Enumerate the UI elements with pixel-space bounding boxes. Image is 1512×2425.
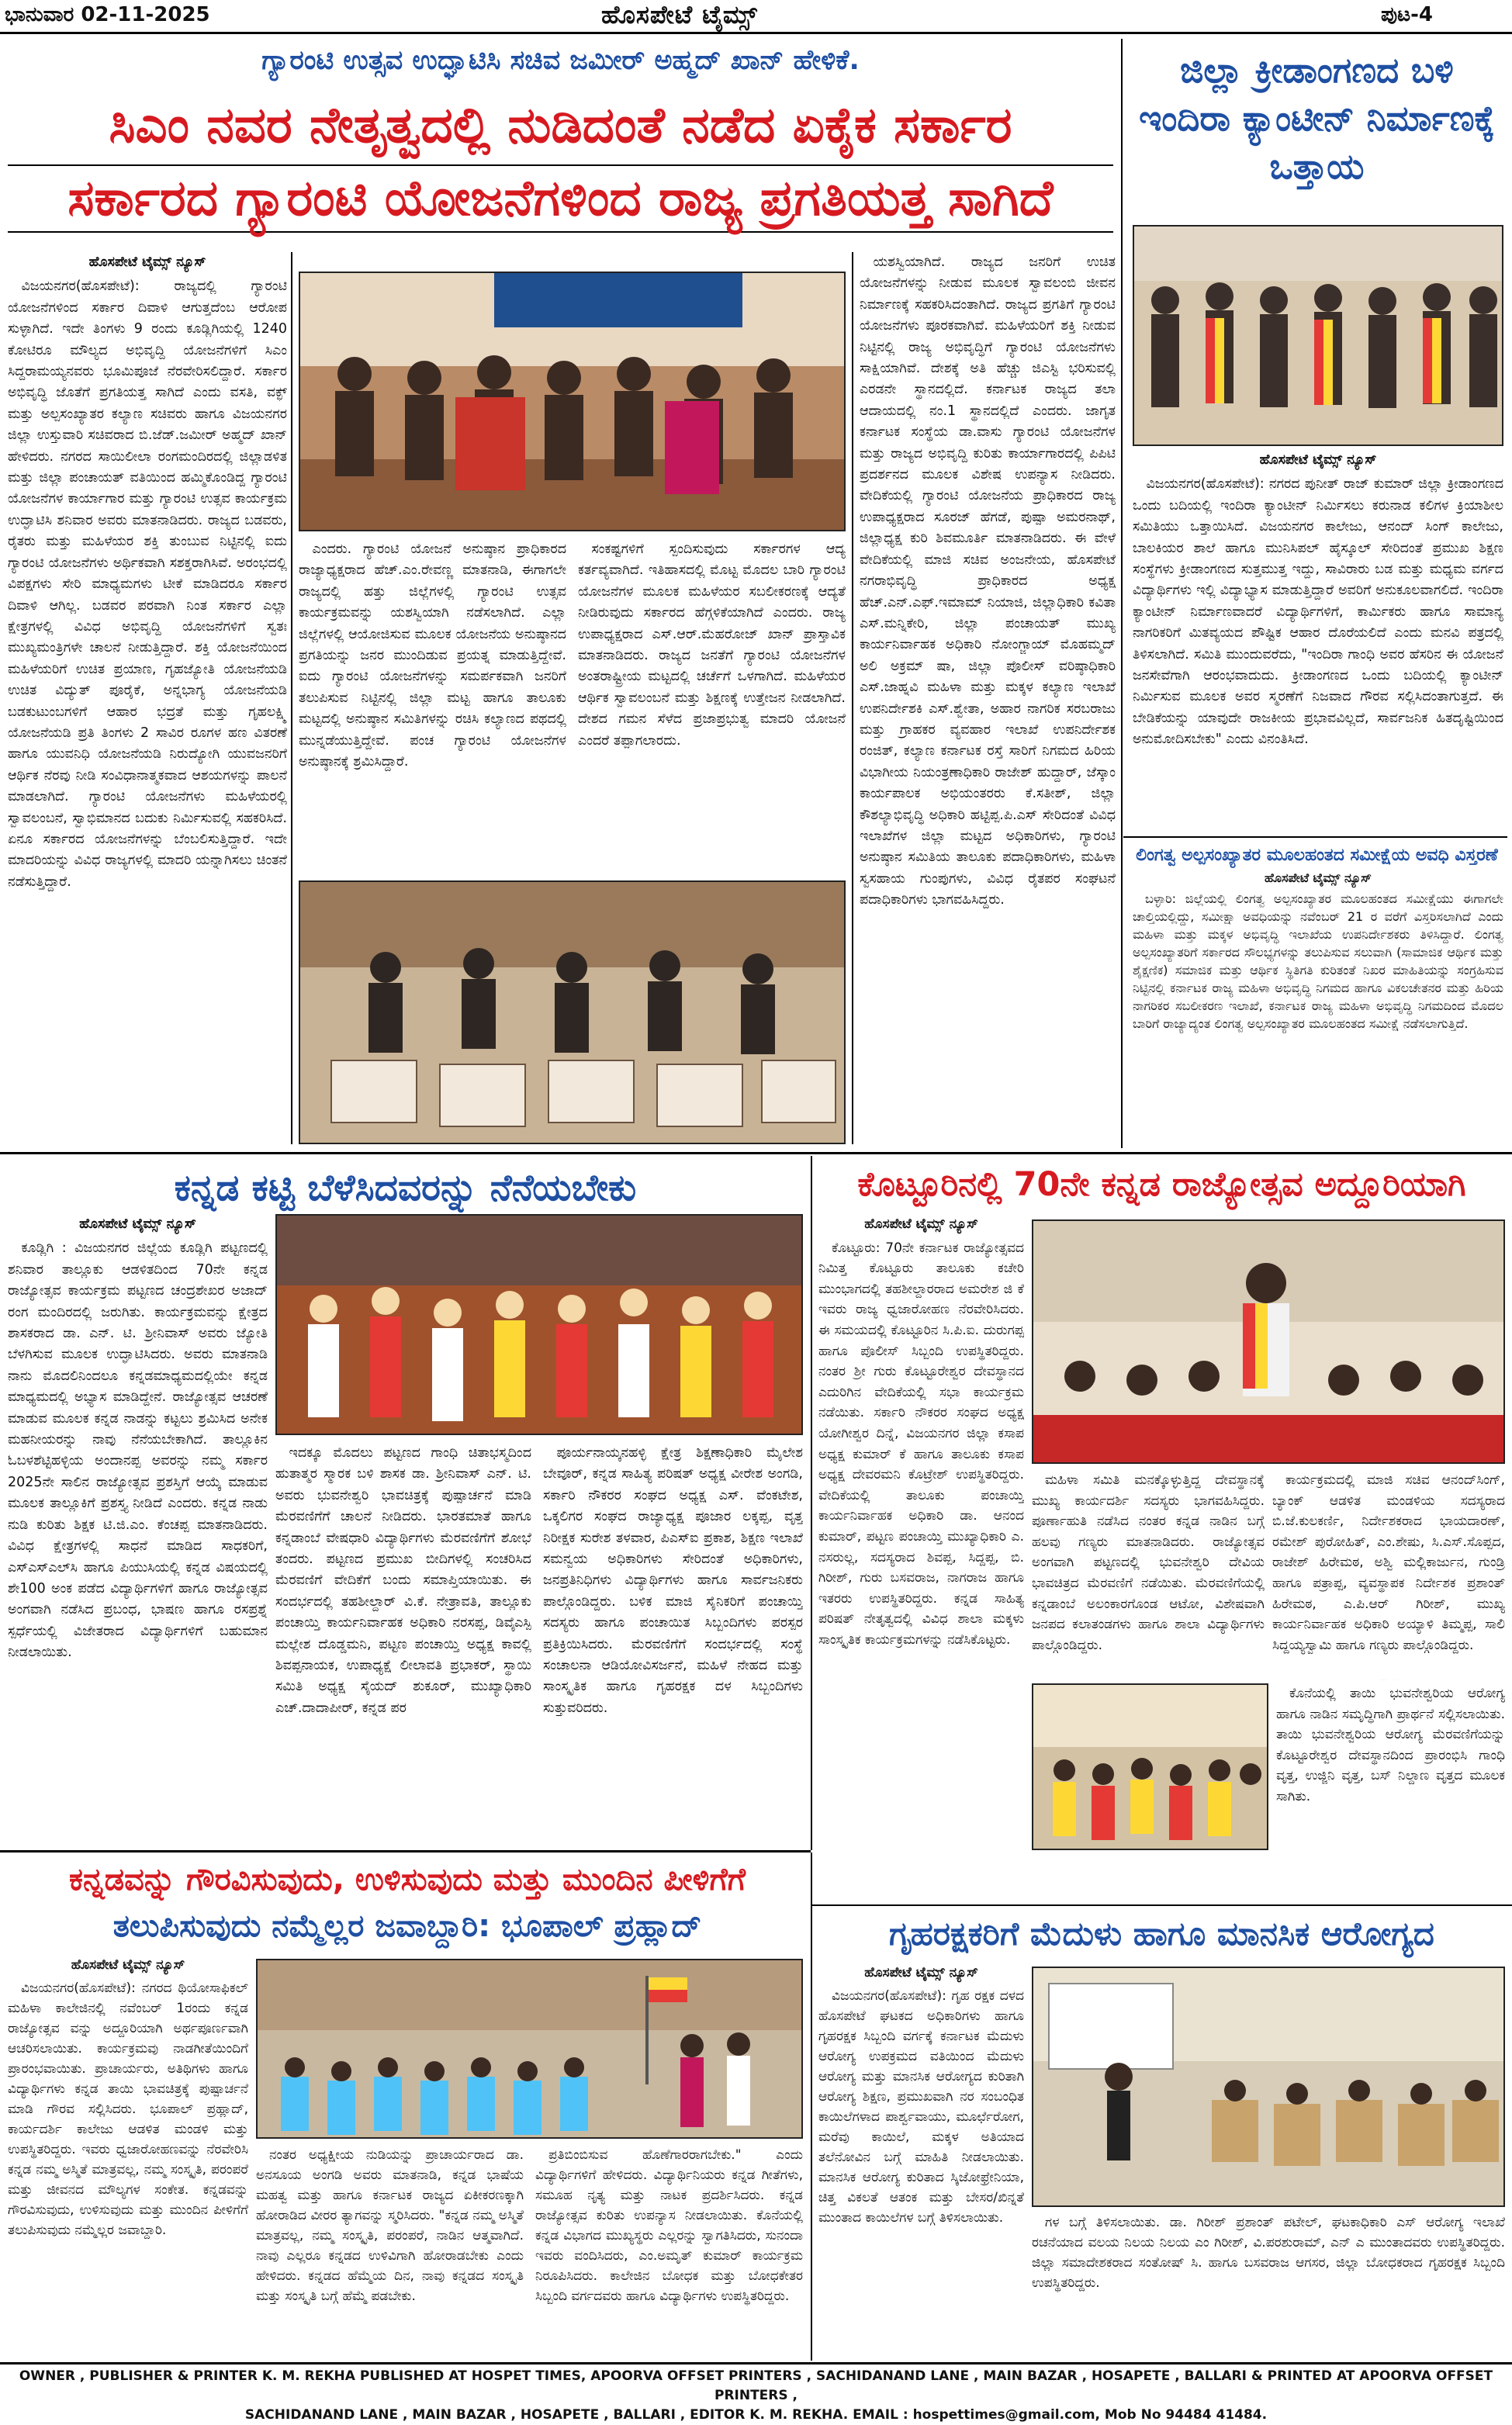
article5-col2-text: ಮಹಿಳಾ ಸಮಿತಿ ಮನಕ್ಕೊಳ್ಳುತ್ತಿದ್ದ ದೇವಸ್ಥಾನಕ್ಕೆ ಮುಖ್ಯ ಕಾರ್ಯದರ್ಶಿ ಸದಸ್ಯರು ಭಾಗವಹಿಸಿದ್ದರು. ಪೂರ್ಣಾಹುತಿ ನಡೆಸಿದ ನಂತರ ಕನ್ನಡ ನಾಡಿನ ಬಗ್ಗೆ ಹಲವು ಗಣ್ಯರು ಮಾತನಾಡಿದರು. ರಾಜ್ಯೋತ್ಸವ ಅಂಗವಾಗಿ ಪಟ್ಟಣದಲ್ಲಿ ಭುವನೇಶ್ವರಿ ದೇವಿಯ ಭಾವಚಿತ್ರದ ಮೆರವಣಿಗೆ ನಡೆಯಿತು. ಮೆರವಣಿಗೆಯಲ್ಲಿ ಕನ್ನಡಾಂಬೆ ಅಲಂಕಾರಗೊಂಡ ಆಟೋ, ವಿಶೇಷವಾಗಿ ಜನಪದ ಕಲಾತಂಡಗಳು ಹಾಗೂ ಶಾಲಾ ವಿದ್ಯಾರ್ಥಿಗಳು ಪಾಲ್ಗೊಂಡಿದ್ದರು.: [1032, 1472, 1265, 1653]
article4-col3-text: ಪೂರ್ಯನಾಯ್ಕನಹಳ್ಳಿ ಕ್ಷೇತ್ರ ಶಿಕ್ಷಣಾಧಿಕಾರಿ ಮೈಲೇಶ ಬೇವೂರ್, ಕನ್ನಡ ಸಾಹಿತ್ಯ ಪರಿಷತ್ ಅಧ್ಯಕ್ಷ ವೀರೇಶ ಅಂಗಡಿ, ಸರ್ಕಾರಿ ನೌಕರರ ಸಂಘದ ಅಧ್ಯಕ್ಷ ಎಸ್. ವೆಂಕಟೇಶ, ಒಕ್ಕಲಿಗರ ಸಂಘದ ರಾಜ್ಯಾಧ್ಯಕ್ಷ ಪೂಜಾರ ಲಕ್ಕಪ್ಪ, ವೃತ್ತ ನಿರೀಕ್ಷಕ ಸುರೇಶ ತಳವಾರ, ಪಿಎಸ್‌ಐ ಪ್ರಕಾಶ, ಶಿಕ್ಷಣ ಇಲಾಖೆ ಸಮನ್ವಯ ಅಧಿಕಾರಿಗಳು ಸೇರಿದಂತೆ ಅಧಿಕಾರಿಗಳು, ಜನಪ್ರತಿನಿಧಿಗಳು ವಿದ್ಯಾರ್ಥಿಗಳು ಹಾಗೂ ಸಾರ್ವಜನಿಕರು ಪಾಲ್ಗೊಂಡಿದ್ದರು. ಬಳಿಕ ಮಾಜಿ ಸೈನಿಕರಿಗೆ ಪಂಚಾಯ್ತಿ ಸದಸ್ಯರು ಹಾಗೂ ಪಂಚಾಯಿತ ಸಿಬ್ಬಂದಿಗಳು ಪರಸ್ಪರ ಪ್ರತಿಕ್ರಿಯಿಸಿದರು. ಮೆರವಣಿಗೆಗೆ ಸಂದರ್ಭದಲ್ಲಿ ಸಂಸ್ಥೆ ಸಂಚಾಲನಾ ಆಡಿಯೋವಿಸರ್ಜನೆ, ಮಹಿಳೆ ನೇಹದ ಮತ್ತು ಸಾಂಸ್ಕೃತಿಕ ಹಾಗೂ ಗೃಹರಕ್ಷಕ ದಳ ಸಿಬ್ಬಂದಿಗಳು ಸುತ್ತುವರಿದರು.: [543, 1445, 803, 1716]
article8-col1: [818, 1963, 1024, 2358]
article8-col2-text: ಗಳ ಬಗ್ಗೆ ತಿಳಿಸಲಾಯಿತು. ಡಾ. ಗಿರೀಶ್ ಪ್ರಶಾಂತ್ ಪಟೇಲ್, ಘಟಕಾಧಿಕಾರಿ ಎಸ್ ಆರೋಗ್ಯ ಇಲಾಖೆ ರಚನೆಯಾದ ವಲಯ ನಿಲಯ ನಿಲಯ ಎಂ ಗಿರೀಶ್, ವಿ.ಪರಶುರಾಮ್, ಎನ್ ಎ ಮುಂತಾದವರು ಉಪಸ್ಥಿತರಿದ್ದರು. ಜಿಲ್ಲಾ ಸಮಾದೇಶಕರಾದ ಸಂತೋಷ್ ಸಿ. ಹಾಗೂ ಬಸವರಾಜ ಆಗಸರ, ಜಿಲ್ಲಾ ಬೋಧಕರಾದ ಗೃಹರಕ್ಷಕ ಸಿಬ್ಬಂದಿ ಉಪಸ್ಥಿತರಿದ್ದರು.: [1032, 2215, 1505, 2291]
article7-col2-text: ನಂತರ ಅಧ್ಯಕ್ಷೀಯ ನುಡಿಯನ್ನು ಪ್ರಾಚಾರ್ಯರಾದ ಡಾ. ಅನಸೂಯ ಅಂಗಡಿ ಅವರು ಮಾತನಾಡಿ, ಕನ್ನಡ ಭಾಷೆಯ ಮಹತ್ವ ಮತ್ತು ಹಾಗೂ ಕರ್ನಾಟಕ ರಾಜ್ಯದ ಏಕೀಕರಣಕ್ಕಾಗಿ ಹೋರಾಡಿದ ವೀರರ ತ್ಯಾಗವನ್ನು ಸ್ಮರಿಸಿದರು. "ಕನ್ನಡ ನಮ್ಮ ಅಸ್ಮಿತೆ ಮಾತ್ರವಲ್ಲ, ನಮ್ಮ ಸಂಸ್ಕೃತಿ, ಪರಂಪರೆ, ನಾಡಿನ ಆತ್ಮವಾಗಿದೆ. ನಾವು ಎಲ್ಲರೂ ಕನ್ನಡದ ಉಳಿವಿಗಾಗಿ ಹೋರಾಡಬೇಕು ಎಂದು ಹೇಳಿದರು. ಕನ್ನಡದ ಹೆಮ್ಮೆಯ ದಿನ, ನಾವು ಕನ್ನಡದ ಸಂಸ್ಕೃತಿ ಮತ್ತು ಸಂಸ್ಕೃತಿ ಬಗ್ಗೆ ಹೆಮ್ಮೆ ಪಡಬೇಕು.: [256, 2147, 524, 2304]
article4-col1: [8, 1214, 268, 1846]
memorandum-photo-icon: [1134, 227, 1503, 446]
article1-kicker: ಗ್ಯಾರಂಟಿ ಉತ್ಸವ ಉದ್ಘಾಟಿಸಿ ಸಚಿವ ಜಮೀರ್ ಅಹ್ಮದ್ ಖಾನ್ ಹೇಳಿಕೆ.: [261, 45, 860, 76]
article1-photo1: [299, 272, 846, 531]
newspaper-name: ಹೊಸಪೇಟೆ ಟೈಮ್ಸ್: [601, 0, 758, 29]
article2-headline: ಜಿಲ್ಲಾ ಕ್ರೀಡಾಂಗಣದ ಬಳಿ ಇಂದಿರಾ ಕ್ಯಾಂಟೀನ್ ನಿರ್ಮಾಣಕ್ಕೆ ಒತ್ತಾಯ: [1139, 50, 1495, 187]
imprint-line1: OWNER , PUBLISHER & PRINTER K. M. REKHA PUBLISHED AT HOSPET TIMES, APOORVA OFFSET PRINTERS , SACHIDANAND LANE , MAIN BAZAR , HOSAPETE , BALLARI & PRINTED AT APOORVA OFFSET PRINTERS ,: [19, 2368, 1493, 2403]
article6-body-text: ಕಾರ್ಯಕ್ರಮದಲ್ಲಿ ಮಾಜಿ ಸಚಿವ ಆನಂದ್‌ಸಿಂಗ್, ಬ್ಯಾಂಕ್ ಆಡಳಿತ ಮಂಡಳಿಯ ಸದಸ್ಯರಾದ ಬಿ.ಜೆ.ಕುಲಕರ್ಣಿ, ನಿರ್ದೇಶಕರಾದ ಭಾಯದಾರಣ್, ರಮೇಶ್ ಪುರೋಹಿತ್, ಎಂ.ಶೇಷು, ಸಿ.ಎಸ್.ಸೊಪ್ಪದ, ರಾಜೇಶ್ ಹಿರೇಮಠ, ಅಶ್ವಿ ಮಲ್ಲಿಕಾರ್ಜುನ, ಗುಂಡ್ರಿ ಹಾಗೂ ಪತ್ರಾಪ್ಪ, ವ್ಯವಸ್ಥಾಪಕ ನಿರ್ದೇಶಕ ಪ್ರಶಾಂತ್ ಹಿರೇಮಠ, ಎ.ಪಿ.ಆರ್ ಗಿರೀಶ್, ಮುಖ್ಯ ಕಾರ್ಯನಿರ್ವಾಹಕ ಅಧಿಕಾರಿ ಅಯ್ಯಾಳಿ ತಿಮ್ಮಪ್ಪ, ಸಾಲಿ ಸಿದ್ದಯ್ಯಸ್ವಾಮಿ ಹಾಗೂ ಗಣ್ಯರು ಪಾಲ್ಗೊಂಡಿದ್ದರು.: [1272, 1472, 1505, 1653]
article1-col1: [8, 252, 287, 1148]
article5-col1-text: ಕೊಟ್ಟೂರು: 70ನೇ ಕರ್ನಾಟಕ ರಾಜ್ಯೋತ್ಸವದ ನಿಮಿತ್ತ ಕೊಟ್ಟೂರು ತಾಲೂಕು ಕಚೇರಿ ಮುಂಭಾಗದಲ್ಲಿ ತಹಶೀಲ್ದಾರರಾದ ಅಮರೇಶ ಜಿ ಕೆ ಇವರು ರಾಜ್ಯ ಧ್ವಜಾರೋಹಣ ನೆರವೇರಿಸಿದರು. ಈ ಸಮಯದಲ್ಲಿ ಕೊಟ್ಟೂರಿನ ಸಿ.ಪಿ.ಐ. ದುರುಗಪ್ಪ ಹಾಗೂ ಪೊಲೀಸ್ ಸಿಬ್ಬಂದಿ ಉಪಸ್ಥಿತರಿದ್ದರು. ನಂತರ ಶ್ರೀ ಗುರು ಕೊಟ್ಟೂರೇಶ್ವರ ದೇವಸ್ಥಾನದ ಎದುರಿಗಿನ ವೇದಿಕೆಯಲ್ಲಿ ಸಭಾ ಕಾರ್ಯಕ್ರಮ ನಡೆಯಿತು. ಸರ್ಕಾರಿ ನೌಕರರ ಸಂಘದ ಅಧ್ಯಕ್ಷ ಯೋಗೀಶ್ವರ ದಿನ್ನೆ, ವಿಜಯನಗರ ಜಿಲ್ಲಾ ಕಸಾಪ ಅಧ್ಯಕ್ಷ ಕುಮಾರ್ ಕೆ ಹಾಗೂ ತಾಲೂಕು ಕಸಾಪ ಅಧ್ಯಕ್ಷ ದೇವರಮನಿ ಕೊಟ್ರೇಶ್ ಉಪಸ್ಥಿತರಿದ್ದರು. ವೇದಿಕೆಯಲ್ಲಿ ತಾಲೂಕು ಪಂಚಾಯ್ತಿ ಕಾರ್ಯನಿರ್ವಾಹಕ ಅಧಿಕಾರಿ ಡಾ. ಆನಂದ ಕುಮಾರ್, ಪಟ್ಟಣ ಪಂಚಾಯ್ತಿ ಮುಖ್ಯಾಧಿಕಾರಿ ಎ. ನಸರುಲ್ಲ, ಸದಸ್ಯರಾದ ಶಿವಪ್ಪ, ಸಿದ್ದಪ್ಪ, ಬಿ. ಗಿರೀಶ್, ಗುರು ಬಸವರಾಜ, ನಾಗರಾಜ ಹಾಗೂ ಇತರರು ಉಪಸ್ಥಿತರಿದ್ದರು. ಕನ್ನಡ ಸಾಹಿತ್ಯ ಪರಿಷತ್ ನೇತೃತ್ವದಲ್ಲಿ ವಿವಿಧ ಶಾಲಾ ಮಕ್ಕಳು ಸಾಂಸ್ಕೃತಿಕ ಕಾರ್ಯಕ್ರಮಗಳನ್ನು ನಡೆಸಿಕೊಟ್ಟರು.: [818, 1240, 1024, 1648]
page-number: ಪುಟ-4: [1381, 3, 1434, 26]
article4-byline: ಹೊಸಪೇಟೆ ಟೈಮ್ಸ್ ನ್ಯೂಸ್: [79, 1216, 196, 1232]
kottur-procession-photo-icon: [1033, 1685, 1268, 1850]
section-rule: [0, 1850, 811, 1852]
college-flag-hoisting-photo-icon: [258, 1960, 803, 2139]
article5-photo1: [1032, 1219, 1505, 1464]
imprint-line2: SACHIDANAND LANE , MAIN BAZAR , HOSAPETE , BALLARI , EDITOR K. M. REKHA. EMAIL : hospettimes@gmail.com, Mob No 94484 41484.: [244, 2407, 1268, 2423]
article4-headline: ಕನ್ನಡ ಕಟ್ಟಿ ಬೆಳೆಸಿದವರನ್ನು ನೆನೆಯಬೇಕು: [174, 1167, 637, 1209]
article4-col2-text: ಇದಕ್ಕೂ ಮೊದಲು ಪಟ್ಟಣದ ಗಾಂಧಿ ಚಿತಾಭಸ್ಮದಿಂದ ಹುತಾತ್ಮರ ಸ್ಮಾರಕ ಬಳಿ ಶಾಸಕ ಡಾ. ಶ್ರೀನಿವಾಸ್ ಎನ್. ಟಿ. ಅವರು ಭುವನೇಶ್ವರಿ ಭಾವಚಿತ್ರಕ್ಕೆ ಪುಷ್ಪಾರ್ಚನೆ ಮಾಡಿ ಮೆರವಣಿಗೆಗೆ ಚಾಲನೆ ನೀಡಿದರು. ಭಾರತಮಾತೆ ಹಾಗೂ ಕನ್ನಡಾಂಬೆ ವೇಷಧಾರಿ ವಿದ್ಯಾರ್ಥಿಗಳು ಮೆರವಣಿಗೆಗೆ ಶೋಭೆ ತಂದರು. ಪಟ್ಟಣದ ಪ್ರಮುಖ ಬೀದಿಗಳಲ್ಲಿ ಸಂಚರಿಸಿದ ಮೆರವಣಿಗೆ ವೇದಿಕೆಗೆ ಬಂದು ಸಮಾಪ್ತಿಯಾಯಿತು. ಈ ಸಂದರ್ಭದಲ್ಲಿ ತಹಶೀಲ್ದಾರ್ ವಿ.ಕೆ. ನೇತ್ರಾವತಿ, ತಾಲ್ಲೂಕು ಪಂಚಾಯ್ತಿ ಕಾರ್ಯನಿರ್ವಾಹಕ ಅಧಿಕಾರಿ ನರಸಪ್ಪ, ಡಿವೈಎಸ್ಪಿ ಮಲ್ಲೇಶ ದೊಡ್ಡಮನಿ, ಪಟ್ಟಣ ಪಂಚಾಯ್ತಿ ಅಧ್ಯಕ್ಷ ಕಾವಲ್ಲಿ ಶಿವಪ್ಪನಾಯಕ, ಉಪಾಧ್ಯಕ್ಷೆ ಲೀಲಾವತಿ ಪ್ರಭಾಕರ್, ಸ್ಥಾಯಿ ಸಮಿತಿ ಅಧ್ಯಕ್ಷ ಸೈಯದ್ ಶುಕೂರ್, ಮುಖ್ಯಾಧಿಕಾರಿ ಎಚ್.ದಾದಾಪೀರ್, ಕನ್ನಡ ಪರ: [275, 1445, 531, 1716]
issue-date: ಭಾನುವಾರ 02-11-2025: [5, 3, 210, 26]
home-guards-workshop-photo-icon: [1033, 1968, 1505, 2207]
article8-col1-text: ವಿಜಯನಗರ(ಹೊಸಪೇಟೆ): ಗೃಹ ರಕ್ಷಕ ದಳದ ಹೊಸಪೇಟೆ ಘಟಕದ ಅಧಿಕಾರಿಗಳು ಹಾಗೂ ಗೃಹರಕ್ಷಕ ಸಿಬ್ಬಂದಿ ವರ್ಗಕ್ಕೆ ಕರ್ನಾಟಕ ಮೆದುಳು ಆರೋಗ್ಯ ಉಪಕ್ರಮದ ವತಿಯಿಂದ ಮೆದುಳು ಆರೋಗ್ಯ ಮತ್ತು ಮಾನಸಿಕ ಆರೋಗ್ಯದ ಕುರಿತಾಗಿ ಆರೋಗ್ಯ ಶಿಕ್ಷಣ, ಪ್ರಮುಖವಾಗಿ ನರ ಸಂಬಂಧಿತ ಕಾಯಿಲೆಗಳಾದ ಪಾರ್ಶ್ವವಾಯು, ಮೂರ್ಛೆರೋಗ, ಮರೆವು ಕಾಯಿಲೆ, ಮಕ್ಕಳ ಅತಿಯಾದ ತಲೆನೋವಿನ ಬಗ್ಗೆ ಮಾಹಿತಿ ನೀಡಲಾಯಿತು. ಮಾನಸಿಕ ಆರೋಗ್ಯ ಕುರಿತಾದ ಸ್ಕಿಜೋಫ್ರೇನಿಯಾ, ಚಿತ್ತ ವಿಕಲತೆ ಆತಂಕ ಮತ್ತು ಬೇಸರ/ಖಿನ್ನತೆ ಮುಂತಾದ ಕಾಯಿಲೆಗಳ ಬಗ್ಗೆ ತಿಳಿಸಲಾಯಿತು.: [818, 1988, 1024, 2226]
article1-photo2: [299, 880, 846, 1144]
article5-col2a: [1032, 1470, 1265, 1676]
article4-col3: [543, 1443, 803, 1846]
article2-body: [1133, 450, 1503, 834]
kottur-speaker-photo-icon: [1033, 1221, 1505, 1464]
article5-col1: [818, 1214, 1024, 1850]
article3-body-text: ಬಳ್ಳಾರಿ: ಜಿಲ್ಲೆಯಲ್ಲಿ ಲಿಂಗತ್ವ ಅಲ್ಪಸಂಖ್ಯಾತರ ಮೂಲಹಂತದ ಸಮೀಕ್ಷೆಯು ಈಗಾಗಲೇ ಚಾಲ್ತಿಯಲ್ಲಿದ್ದು, ಸಮೀಕ್ಷಾ ಅವಧಿಯನ್ನು ನವೆಂಬರ್ 21 ರ ವರೆಗೆ ವಿಸ್ತರಿಸಲಾಗಿದೆ ಎಂದು ಮಹಿಳಾ ಮತ್ತು ಮಕ್ಕಳ ಅಭಿವೃದ್ಧಿ ಇಲಾಖೆಯ ಉಪನಿರ್ದೇಶಕರು ತಿಳಿಸಿದ್ದಾರೆ. ಲಿಂಗತ್ವ ಅಲ್ಪಸಂಖ್ಯಾತರಿಗೆ ಸರ್ಕಾರದ ಸೌಲಭ್ಯಗಳನ್ನು ತಲುಪಿಸುವ ಸಲುವಾಗಿ (ಸಾಮಾಜಿಕ ಆರ್ಥಿಕ ಮತ್ತು ಶೈಕ್ಷಣಿಕ) ಸಮಾಜಿಕ ಮತ್ತು ಆರ್ಥಿಕ ಸ್ಥಿತಿಗತಿ ಕುರಿತಂತೆ ನಿಖರ ಮಾಹಿತಿಯನ್ನು ಸಂಗ್ರಹಿಸುವ ನಿಟ್ಟಿನಲ್ಲಿ ಕರ್ನಾಟಕ ರಾಜ್ಯ ಮಹಿಳಾ ಅಭಿವೃದ್ಧಿ ನಿಗಮದ ಹಾಗೂ ವಿಕಲಚೇತನರ ಮತ್ತು ಹಿರಿಯ ನಾಗರಿಕರ ಸಬಲೀಕರಣ ಇಲಾಖೆ, ಕರ್ನಾಟಕ ರಾಜ್ಯ ಮಹಿಳಾ ಅಭಿವೃದ್ಧಿ ನಿಗಮದಿಂದ ಮೊದಲ ಬಾರಿಗೆ ರಾಜ್ಯಾದ್ಯಂತ ಲಿಂಗತ್ವ ಅಲ್ಪಸಂಖ್ಯಾತರ ಮೂಲಹಂತದ ಸಮೀಕ್ಷೆ ನಡೆಸಲಾಗುತ್ತಿದೆ.: [1133, 891, 1503, 1031]
article5-col3-text: ಕೊನೆಯಲ್ಲಿ ತಾಯಿ ಭುವನೇಶ್ವರಿಯ ಆರೋಗ್ಯ ಹಾಗೂ ನಾಡಿನ ಸಮೃದ್ಧಿಗಾಗಿ ಪ್ರಾರ್ಥನೆ ಸಲ್ಲಿಸಲಾಯಿತು. ತಾಯಿ ಭುವನೇಶ್ವರಿಯ ಆರೋಗ್ಯ ಮೆರವಣಿಗೆಯನ್ನು ಕೊಟ್ಟೂರೇಶ್ವರ ದೇವಸ್ಥಾನದಿಂದ ಪ್ರಾರಂಭಿಸಿ ಗಾಂಧಿ ವೃತ್ತ, ಉಜ್ಜಿನಿ ವೃತ್ತ, ಬಸ್ ನಿಲ್ದಾಣ ವೃತ್ತದ ಮೂಲಕ ಸಾಗಿತು.: [1276, 1686, 1505, 1804]
article1-col1-text: ವಿಜಯನಗರ(ಹೊಸಪೇಟೆ): ರಾಜ್ಯದಲ್ಲಿ ಗ್ಯಾರಂಟಿ ಯೋಜನೆಗಳಿಂದ ಸರ್ಕಾರ ದಿವಾಳಿ ಆಗುತ್ತದೆಂಬ ಆರೋಪ ಸುಳ್ಳಾಗಿದೆ. ಇದೇ ತಿಂಗಳು 9 ರಂದು ಕೂಡ್ಲಿಗಿಯಲ್ಲಿ 1240 ಕೋಟಿರೂ ಮೌಲ್ಯದ ಅಭಿವೃದ್ದಿ ಯೋಜನೆಗಳಿಗೆ ಸಿಎಂ ಸಿದ್ದರಾಮಯ್ಯನವರು ಭೂಮಿಪೂಜೆ ನೆರವೇರಿಸಲಿದ್ದಾರೆ. ಸರ್ಕಾರ ಅಭಿವೃದ್ಧಿ ಜೊತೆಗೆ ಪ್ರಗತಿಯತ್ತ ಸಾಗಿದೆ ಎಂದು ವಸತಿ, ವಕ್ಫ್ ಮತ್ತು ಅಲ್ಪಸಂಖ್ಯಾತರ ಕಲ್ಯಾಣ ಸಚಿವರು ಹಾಗೂ ವಿಜಯನಗರ ಜಿಲ್ಲಾ ಉಸ್ತುವಾರಿ ಸಚಿವರಾದ ಬಿ.ಜೆಡ್.ಜಮೀರ್ ಅಹ್ಮದ್ ಖಾನ್ ಹೇಳಿದರು. ನಗರದ ಸಾಯಿಲೀಲಾ ರಂಗಮಂದಿರದಲ್ಲಿ ಜಿಲ್ಲಾಡಳಿತ ಮತ್ತು ಜಿಲ್ಲಾ ಪಂಚಾಯತ್ ವತಿಯಿಂದ ಹಮ್ಮಿಕೊಂಡಿದ್ದ ಗ್ಯಾರಂಟಿ ಯೋಜನೆಗಳ ಕಾರ್ಯಾಗಾರ ಮತ್ತು ಗ್ಯಾರಂಟಿ ಉತ್ಸವ ಕಾರ್ಯಕ್ರಮ ಉದ್ಘಾಟಿಸಿ ಶನಿವಾರ ಅವರು ಮಾತನಾಡಿದರು. ರಾಜ್ಯದ ಬಡವರು, ರೈತರು ಮತ್ತು ಮಹಿಳೆಯರ ಶಕ್ತಿ ತುಂಬುವ ನಿಟ್ಟಿನಲ್ಲಿ ಐದು ಗ್ಯಾರಂಟಿ ಯೋಜನೆಗಳು ಅರ್ಥಿಕವಾಗಿ ಸಶಕ್ತರಾಗಿಸಿವೆ. ಅರಂಭದಲ್ಲಿ ವಿಪಕ್ಷಗಳು ಸೇರಿ ಮಾಧ್ಯಮಗಳು ಟೀಕೆ ಮಾಡಿದರೂ ಸರ್ಕಾರ ದಿವಾಳಿ ಆಗಿಲ್ಲ. ಬಡವರ ಪರವಾಗಿ ನಿಂತ ಸರ್ಕಾರ ಎಲ್ಲಾ ಕ್ಷೇತ್ರಗಳಲ್ಲಿ ವಿವಿಧ ಅಭಿವೃದ್ದಿ ಯೋಜನೆಗಳಿಗೆ ಸ್ವತಃ ಮುಖ್ಯಮಂತ್ರಿಗಳೇ ಚಾಲನೆ ನೀಡುತ್ತಿದ್ದಾರೆ. ಶಕ್ತಿ ಯೋಜನೆಯಿಂದ ಮಹಿಳೆಯರಿಗೆ ಉಚಿತ ಪ್ರಯಾಣ, ಗೃಹಜ್ಯೋತಿ ಯೋಜನೆಯಡಿ ಉಚಿತ ವಿದ್ಯುತ್ ಪೂರೈಕೆ, ಅನ್ನಭಾಗ್ಯ ಯೋಜನೆಯಡಿ ಬಡಕುಟುಂಬಗಳಿಗೆ ಆಹಾರ ಭದ್ರತೆ ಮತ್ತು ಗೃಹಲಕ್ಷ್ಮಿ ಯೋಜನೆಯಡಿ ಪ್ರತಿ ತಿಂಗಳು 2 ಸಾವಿರ ರೂಗಳ ಹಣ ವಿತರಣೆ ಹಾಗೂ ಯುವನಿಧಿ ಯೋಜನೆಯಡಿ ನಿರುದ್ಯೋಗಿ ಯುವಜನರಿಗೆ ಆರ್ಥಿಕ ನೆರವು ನೀಡಿ ಸಂವಿಧಾನಾತ್ಮಕವಾದ ಆಶಯಗಳನ್ನು ಪಾಲನೆ ಮಾಡಲಾಗಿದೆ. ಗ್ಯಾರಂಟಿ ಯೋಜನೆಗಳು ಮಹಿಳೆಯರಲ್ಲಿ ಸ್ವಾವಲಂಬನೆ, ಸ್ವಾಭಿಮಾನದ ಬದುಕು ನಿರ್ಮಿಸುವಲ್ಲಿ ಸಹಕರಿಸಿದೆ. ಏನೂ ಸರ್ಕಾರದ ಯೋಜನೆಗಳನ್ನು ಬೆಂಬಲಿಸುತ್ತಿದ್ದಾರೆ. ಇದೇ ಮಾದರಿಯನ್ನು ವಿವಿಧ ರಾಜ್ಯಗಳಲ್ಲಿ ಮಾದರಿ ಯನ್ನಾಗಿಸಲು ಚಿಂತನೆ ನಡೆಸುತ್ತಿದ್ದಾರೆ.: [8, 278, 287, 890]
article1-col4-text: ಯಶಸ್ವಿಯಾಗಿದೆ. ರಾಜ್ಯದ ಜನರಿಗೆ ಉಚಿತ ಯೋಜನೆಗಳನ್ನು ನೀಡುವ ಮೂಲಕ ಸ್ವಾವಲಂಬಿ ಜೀವನ ನಿರ್ಮಾಣಕ್ಕೆ ಸಹಕರಿಸಿದಂತಾಗಿದೆ. ರಾಜ್ಯದ ಪ್ರಗತಿಗೆ ಗ್ಯಾರಂಟಿ ಯೋಜನೆಗಳು ಪೂರಕವಾಗಿವೆ. ಮಹಿಳೆಯರಿಗೆ ಶಕ್ತಿ ನೀಡುವ ನಿಟ್ಟಿನಲ್ಲಿ ರಾಜ್ಯ ಅಭಿವೃದ್ಧಿಗೆ ಗ್ಯಾರಂಟಿ ಯೋಜನೆಗಳು ಸಾಕ್ಷಿಯಾಗಿವೆ. ದೇಶಕ್ಕೆ ಅತಿ ಹೆಚ್ಚು ಜಿಎಸ್ಟಿ ಭರಿಸುವಲ್ಲಿ ಎರಡನೇ ಸ್ಥಾನದಲ್ಲಿದೆ. ಕರ್ನಾಟಕ ರಾಜ್ಯದ ತಲಾ ಆದಾಯದಲ್ಲಿ ನಂ.1 ಸ್ಥಾನದಲ್ಲಿದೆ ಎಂದರು. ಜಾಗೃತ ಕರ್ನಾಟಕ ಸಂಸ್ಥೆಯ ಡಾ.ವಾಸು ಗ್ಯಾರಂಟಿ ಯೋಜನೆಗಳ ಮತ್ತು ರಾಜ್ಯದ ಅಭಿವೃದ್ದಿ ಕುರಿತು ಕಾರ್ಯಾಗಾರದಲ್ಲಿ ಪಿಪಿಟಿ ಪ್ರದರ್ಶನದ ಮೂಲಕ ವಿಶೇಷ ಉಪನ್ಯಾಸ ನೀಡಿದರು. ವೇದಿಕೆಯಲ್ಲಿ ಗ್ಯಾರಂಟಿ ಯೋಜನೆಯ ಪ್ರಾಧಿಕಾರದ ರಾಜ್ಯ ಉಪಾಧ್ಯಕ್ಷರಾದ ಸೂರಜ್ ಹೆಗಡೆ, ಪುಷ್ಪಾ ಅಮರನಾಥ್, ಜಿಲ್ಲಾಧ್ಯಕ್ಷ ಕುರಿ ಶಿವಮೂರ್ತಿ ಮಾತನಾಡಿದರು. ಈ ವೇಳೆ ವೇದಿಕೆಯಲ್ಲಿ ಮಾಜಿ ಸಚಿವ ಅಂಜನೇಯ, ಹೊಸಪೇಟೆ ನಗರಾಭಿವೃದ್ಧಿ ಪ್ರಾಧಿಕಾರದ ಅಧ್ಯಕ್ಷ ಹೆಚ್.ಎನ್.ಎಫ್.ಇಮಾಮ್ ನಿಯಾಜಿ, ಜಿಲ್ಲಾಧಿಕಾರಿ ಕವಿತಾ ಎಸ್.ಮನ್ನಿಕೇರಿ, ಜಿಲ್ಲಾ ಪಂಚಾಯತ್ ಮುಖ್ಯ ಕಾರ್ಯನಿರ್ವಾಹಕ ಅಧಿಕಾರಿ ನೋಂಗ್ಜಾಯ್ ಮೊಹಮ್ಮದ್ ಅಲಿ ಅಕ್ರಮ್ ಷಾ, ಜಿಲ್ಲಾ ಪೊಲೀಸ್ ವರಿಷ್ಠಾಧಿಕಾರಿ ಎಸ್.ಜಾಹ್ನವಿ ಮಹಿಳಾ ಮತ್ತು ಮಕ್ಕಳ ಕಲ್ಯಾಣ ಇಲಾಖೆ ಉಪನಿರ್ದೇಶಕಿ ಎಸ್.ಶ್ವೇತಾ, ಅಹಾರ ನಾಗರಿಕ ಸರಬರಾಜು ಮತ್ತು ಗ್ರಾಹಕರ ವ್ಯವಹಾರ ಇಲಾಖೆ ಉಪನಿರ್ದೇಶಕ ರಂಜಿತ್, ಕಲ್ಯಾಣ ಕರ್ನಾಟಕ ರಸ್ತೆ ಸಾರಿಗೆ ನಿಗಮದ ಹಿರಿಯ ವಿಭಾಗೀಯ ನಿಯಂತ್ರಣಾಧಿಕಾರಿ ರಾಜೇಶ್ ಹುದ್ದಾರ್, ಜೆಸ್ಕಾಂ ಕಾರ್ಯಪಾಲಕ ಅಭಿಯಂತರರು ಕೆ.ಸತೀಶ್, ಜಿಲ್ಲಾ ಕೌಶಲ್ಯಾಭಿವೃದ್ಧಿ ಅಧಿಕಾರಿ ಹಟ್ಟಿಪ್ಪ.ಪಿ.ಎಸ್ ಸೇರಿದಂತೆ ವಿವಿಧ ಇಲಾಖೆಗಳ ಜಿಲ್ಲಾ ಮಟ್ಟದ ಅಧಿಕಾರಿಗಳು, ಗ್ಯಾರಂಟಿ ಅನುಷ್ಠಾನ ಸಮಿತಿಯ ತಾಲೂಕು ಪದಾಧಿಕಾರಿಗಳು, ಮಹಿಳಾ ಸ್ವಸಹಾಯ ಗುಂಪುಗಳು, ವಿವಿಧ ರೈತಪರ ಸಂಘಟನೆ ಪದಾಧಿಕಾರಿಗಳು ಭಾಗವಹಿಸಿದ್ದರು.: [860, 254, 1116, 908]
column-rule: [291, 252, 292, 1144]
column-rule: [811, 1852, 812, 2361]
rajyotsava-kudligi-photo-icon: [277, 1216, 803, 1435]
imprint-footer: [0, 2362, 1512, 2423]
article1-col3-text: ಸಂಕಷ್ಟಗಳಿಗೆ ಸ್ಪಂದಿಸುವುದು ಸರ್ಕಾರಗಳ ಆದ್ಯ ಕರ್ತವ್ಯವಾಗಿದೆ. ಇತಿಹಾಸದಲ್ಲಿ ಮೊಟ್ಟ ಮೊದಲ ಬಾರಿ ಗ್ಯಾರಂಟಿ ಯೋಜನೆಗಳ ಮೂಲಕ ಮಹಿಳೆಯರ ಸಬಲೀಕರಣಕ್ಕೆ ಆದ್ಯತೆ ನೀಡಿರುವುದು ಸರ್ಕಾರದ ಹೆಗ್ಗಳಿಕೆಯಾಗಿದೆ ಎಂದರು. ರಾಜ್ಯ ಉಪಾಧ್ಯಕ್ಷರಾದ ಎಸ್.ಆರ್.ಮೆಹರೋಜ್ ಖಾನ್ ಪ್ರಾಸ್ತಾವಿಕ ಮಾತನಾಡಿದರು. ರಾಜ್ಯದ ಜನತೆಗೆ ಗ್ಯಾರಂಟಿ ಯೋಜನೆಗಳ ಅಂತರಾಷ್ಟ್ರೀಯ ಮಟ್ಟದಲ್ಲಿ ಚರ್ಚೆಗೆ ಒಳಗಾಗಿದೆ. ಮಹಿಳೆಯರ ಆರ್ಥಿಕ ಸ್ವಾವಲಂಬನೆ ಮತ್ತು ಶಿಕ್ಷಣಕ್ಕೆ ಉತ್ತೇಜನ ನೀಡಲಾಗಿದೆ. ದೇಶದ ಗಮನ ಸೆಳೆದ ಪ್ರಜಾಪ್ರಭುತ್ವ ಮಾದರಿ ಯೋಜನೆ ಎಂದರೆ ತಪ್ಪಾಗಲಾರದು.: [578, 541, 846, 749]
article1-headline2: ಸರ್ಕಾರದ ಗ್ಯಾರಂಟಿ ಯೋಜನೆಗಳಿಂದ ರಾಜ್ಯ ಪ್ರಗತಿಯತ್ತ ಸಾಗಿದೆ: [8, 164, 1113, 233]
article7-col1: [8, 1955, 248, 2358]
article7-headline2: ತಲುಪಿಸುವುದು ನಮ್ಮೆಲ್ಲರ ಜವಾಬ್ದಾರಿ: ಭೂಪಾಲ್ ಪ್ರಹ್ಲಾದ್: [112, 1908, 702, 1944]
article7-photo: [256, 1959, 803, 2139]
article5-photo2: [1032, 1683, 1268, 1850]
article4-photo: [275, 1214, 803, 1435]
article2-byline: ಹೊಸಪೇಟೆ ಟೈಮ್ಸ್ ನ್ಯೂಸ್: [1259, 452, 1377, 468]
article1-col3: [578, 539, 846, 869]
stage-event-photo-icon: [300, 273, 846, 531]
article5-col3: [1276, 1683, 1505, 1850]
article1-headline1: ಸಿಎಂ ನವರ ನೇತೃತ್ವದಲ್ಲಿ ನುಡಿದಂತೆ ನಡೆದ ಏಕೈಕ ಸರ್ಕಾರ: [109, 97, 1012, 154]
article8-byline: ಹೊಸಪೇಟೆ ಟೈಮ್ಸ್ ನ್ಯೂಸ್: [864, 1965, 978, 1980]
article2-body-text: ವಿಜಯನಗರ(ಹೊಸಪೇಟೆ): ನಗರದ ಪುನೀತ್ ರಾಜ್ ಕುಮಾರ್ ಜಿಲ್ಲಾ ಕ್ರೀಡಾಂಗಣದ ಒಂದು ಬದಿಯಲ್ಲಿ ಇಂದಿರಾ ಕ್ಯಾಂಟೀನ್ ನಿರ್ಮಿಸಲು ಕರುನಾಡ ಕಲಿಗಳ ಕ್ರಿಯಾಶೀಲ ಸಮಿತಿಯು ಒತ್ತಾಯಿಸಿದೆ. ವಿಜಯನಗರ ಕಾಲೇಜು, ಆನಂದ್ ಸಿಂಗ್ ಕಾಲೇಜು, ಬಾಲಕಿಯರ ಶಾಲೆ ಹಾಗೂ ಮುನಿಸಿಪಲ್ ಹೈಸ್ಕೂಲ್ ಸೇರಿದಂತೆ ಪ್ರಮುಖ ಶಿಕ್ಷಣ ಸಂಸ್ಥೆಗಳು ಕ್ರೀಡಾಂಗಣದ ಸುತ್ತಮುತ್ತ ಇದ್ದು, ಸಾವಿರಾರು ಬಡ ಮತ್ತು ಮಧ್ಯಮ ವರ್ಗದ ವಿದ್ಯಾರ್ಥಿಗಳು ಇಲ್ಲಿ ವಿದ್ಯಾಭ್ಯಾಸ ಮಾಡುತ್ತಿದ್ದಾರೆ ಅವರಿಗೆ ಅನುಕೂಲವಾಗಲಿದೆ. ಇಂದಿರಾ ಕ್ಯಾಂಟೀನ್ ನಿರ್ಮಾಣವಾದರೆ ವಿದ್ಯಾರ್ಥಿಗಳಿಗೆ, ಕಾರ್ಮಿಕರು ಹಾಗೂ ಸಾಮಾನ್ಯ ನಾಗರಿಕರಿಗೆ ಮಿತವ್ಯಯದ ಪೌಷ್ಟಿಕ ಆಹಾರ ದೊರೆಯಲಿದೆ ಎಂದು ಮನವಿ ಪತ್ರದಲ್ಲಿ ತಿಳಿಸಲಾಗಿದೆ. ಸಮಿತಿ ಮುಂದುವರೆದು, "ಇಂದಿರಾ ಗಾಂಧಿ ಅವರ ಹೆಸರಿನ ಈ ಯೋಜನೆ ಜನಸೇವೆಗಾಗಿ ಆರಂಭವಾದುದು. ಕ್ರೀಡಾಂಗಣದ ಒಂದು ಬದಿಯಲ್ಲಿ ಕ್ಯಾಂಟೀನ್ ನಿರ್ಮಿಸುವ ಮೂಲಕ ಅವರ ಸ್ಮರಣೆಗೆ ನಿಜವಾದ ಗೌರವ ಸಲ್ಲಿಸಿದಂತಾಗುತ್ತದೆ. ಈ ಬೇಡಿಕೆಯನ್ನು ಯಾವುದೇ ರಾಜಕೀಯ ಪ್ರಭಾವವಿಲ್ಲದೆ, ಸಾರ್ವಜನಿಕ ಹಿತದೃಷ್ಟಿಯಿಂದ ಅನುಮೋದಿಸಬೇಕು" ಎಂದು ವಿನಂತಿಸಿದೆ.: [1133, 476, 1503, 748]
article1-col4: [860, 252, 1116, 1148]
article7-col3-text: ಪ್ರತಿಬಿಂಬಿಸುವ ಹೊಣೆಗಾರರಾಗಬೇಕು." ಎಂದು ವಿದ್ಯಾರ್ಥಿಗಳಿಗೆ ಹೇಳಿದರು. ವಿದ್ಯಾರ್ಥಿನಿಯರು ಕನ್ನಡ ಗೀತೆಗಳು, ಸಮೂಹ ನೃತ್ಯ ಮತ್ತು ನಾಟಕ ಪ್ರದರ್ಶಿಸಿದರು. ಕನ್ನಡ ರಾಜ್ಯೋತ್ಸವ ಕುರಿತು ಉಪನ್ಯಾಸ ನೀಡಲಾಯಿತು. ಕೊನೆಯಲ್ಲಿ ಕನ್ನಡ ವಿಭಾಗದ ಮುಖ್ಯಸ್ಥರು ಎಲ್ಲರನ್ನು ಸ್ವಾಗತಿಸಿದರು, ಸುನಂದಾ ಇವರು ವಂದಿಸಿದರು, ಎಂ.ಅಮೃತ್ ಕುಮಾರ್ ಕಾರ್ಯಕ್ರಮ ನಿರೂಪಿಸಿದರು. ಕಾಲೇಜಿನ ಬೋಧಕ ಮತ್ತು ಬೋಧಕೇತರ ಸಿಬ್ಬಂದಿ ವರ್ಗದವರು ಹಾಗೂ ವಿದ್ಯಾರ್ಥಿಗಳು ಉಪಸ್ಥಿತರಿದ್ದರು.: [535, 2147, 803, 2304]
article5-byline: ಹೊಸಪೇಟೆ ಟೈಮ್ಸ್ ನ್ಯೂಸ್: [864, 1216, 978, 1232]
column-rule: [852, 252, 853, 1144]
article2-photo: [1133, 225, 1503, 446]
article7-col2: [256, 2145, 524, 2358]
guarantee-exhibition-photo-icon: [300, 882, 846, 1144]
section-rule: [811, 1904, 1512, 1906]
article4-col1-text: ಕೂಡ್ಲಿಗಿ : ವಿಜಯನಗರ ಜಿಲ್ಲೆಯ ಕೂಡ್ಲಿಗಿ ಪಟ್ಟಣದಲ್ಲಿ ಶನಿವಾರ ತಾಲ್ಲೂಕು ಆಡಳಿತದಿಂದ 70ನೇ ಕನ್ನಡ ರಾಜ್ಯೋತ್ಸವ ಕಾರ್ಯಕ್ರಮ ಪಟ್ಟಣದ ಚಂದ್ರಶೇಖರ ಅಜಾದ್ ರಂಗ ಮಂದಿರದಲ್ಲಿ ಜರುಗಿತು. ಕಾರ್ಯಕ್ರಮವನ್ನು ಕ್ಷೇತ್ರದ ಶಾಸಕರಾದ ಡಾ. ಎನ್. ಟಿ. ಶ್ರೀನಿವಾಸ್ ಅವರು ಜ್ಯೋತಿ ಬೆಳಗಿಸುವ ಮೂಲಕ ಉದ್ಘಾಟಿಸಿದರು. ಅವರು ಮಾತನಾಡಿ ನಾನು ಮೊದಲಿನಿಂದಲೂ ಕನ್ನಡಮಾಧ್ಯಮದಲ್ಲಿಯೇ ಕನ್ನಡ ಮಾಧ್ಯಮದಲ್ಲಿ ಅಭ್ಯಾಸ ಮಾಡಿದ್ದೇನೆ. ರಾಜ್ಯೋತ್ಸವ ಆಚರಣೆ ಮಾಡುವ ಮೂಲಕ ಕನ್ನಡ ನಾಡನ್ನು ಕಟ್ಟಲು ಶ್ರಮಿಸಿದ ಅನೇಕ ಮಹನೀಯರನ್ನು ನಾವು ನೆನೆಯಬೇಕಾಗಿದೆ. ತಾಲ್ಲೂಕಿನ ಓಬಳಶೆಟ್ಟಿಹಳ್ಳಿಯ ಅಂದಾನಪ್ಪ ಅವರನ್ನು ನಮ್ಮ ಸರ್ಕಾರ 2025ನೇ ಸಾಲಿನ ರಾಜ್ಯೋತ್ಸವ ಪ್ರಶಸ್ತಿಗೆ ಆಯ್ಕೆ ಮಾಡುವ ಮೂಲಕ ತಾಲ್ಲೂಕಿಗೆ ಪ್ರಶಸ್ತ್ಯ ನೀಡಿದೆ ಎಂದರು. ಕನ್ನಡ ನಾಡು ನುಡಿ ಕುರಿತು ಶಿಕ್ಷಕ ಟಿ.ಜಿ.ಎಂ. ಕೆಂಚಪ್ಪ ಮಾತನಾಡಿದರು. ವಿವಿಧ ಕ್ಷೇತ್ರಗಳಲ್ಲಿ ಸಾಧನೆ ಮಾಡಿದ ಸಾಧಕರಿಗೆ, ಎಸ್ಎಸ್ಎಲ್‌ಸಿ ಹಾಗೂ ಪಿಯುಸಿಯಲ್ಲಿ ಕನ್ನಡ ವಿಷಯದಲ್ಲಿ ಶೇ100 ಅಂಕ ಪಡೆದ ವಿದ್ಯಾರ್ಥಿಗಳಿಗೆ ಹಾಗೂ ರಾಜ್ಯೋತ್ಸವ ಅಂಗವಾಗಿ ನಡೆಸಿದ ಪ್ರಬಂಧ, ಭಾಷಣ ಹಾಗೂ ರಸಪ್ರಶ್ನೆ ಸ್ಪರ್ಧೆಯಲ್ಲಿ ವಿಜೇತರಾದ ವಿದ್ಯಾರ್ಥಿಗಳಿಗೆ ಬಹುಮಾನ ನೀಡಲಾಯಿತು.: [8, 1240, 268, 1661]
article7-col3: [535, 2145, 803, 2358]
article3-body: [1133, 869, 1503, 1148]
article1-col2: [299, 539, 566, 869]
article7-headline1: ಕನ್ನಡವನ್ನು ಗೌರವಿಸುವುದು, ಉಳಿಸುವುದು ಮತ್ತು ಮುಂದಿನ ಪೀಳಿಗೆಗೆ: [69, 1862, 746, 1897]
section-rule: [1123, 836, 1507, 838]
article5-headline: ಕೊಟ್ಟೂರಿನಲ್ಲಿ 70ನೇ ಕನ್ನಡ ರಾಜ್ಯೋತ್ಸವ ಅದ್ದೂರಿಯಾಗಿ: [857, 1165, 1466, 1204]
article3-byline: ಹೊಸಪೇಟೆ ಟೈಮ್ಸ್ ನ್ಯೂಸ್: [1265, 870, 1372, 885]
article8-photo: [1032, 1967, 1505, 2207]
article8-headline: ಗೃಹರಕ್ಷಕರಿಗೆ ಮೆದುಳು ಹಾಗೂ ಮಾನಸಿಕ ಆರೋಗ್ಯದ: [889, 1915, 1434, 1953]
article7-byline: ಹೊಸಪೇಟೆ ಟೈಮ್ಸ್ ನ್ಯೂಸ್: [71, 1957, 185, 1973]
article3-headline: ಲಿಂಗತ್ವ ಅಲ್ಪಸಂಖ್ಯಾತರ ಮೂಲಹಂತದ ಸಮೀಕ್ಷೆಯ ಅವಧಿ ವಿಸ್ತರಣೆ: [1136, 846, 1498, 865]
article4-col2: [275, 1443, 531, 1846]
article7-col1-text: ವಿಜಯನಗರ(ಹೊಸಪೇಟೆ): ನಗರದ ಥಿಯೋಸಾಫಿಕಲ್ ಮಹಿಳಾ ಕಾಲೇಜಿನಲ್ಲಿ ನವೆಂಬರ್ 1ರಂದು ಕನ್ನಡ ರಾಜ್ಯೋತ್ಸವ ವನ್ನು ಅದ್ದೂರಿಯಾಗಿ ಅರ್ಥಪೂರ್ಣವಾಗಿ ಆಚರಿಸಲಾಯಿತು. ಕಾರ್ಯಕ್ರಮವು ನಾಡಗೀತೆಯಿಂದಿಗೆ ಪ್ರಾರಂಭವಾಯಿತು. ಪ್ರಾಚಾರ್ಯರು, ಅತಿಥಿಗಳು ಹಾಗೂ ವಿದ್ಯಾರ್ಥಿಗಳು ಕನ್ನಡ ತಾಯಿ ಭಾವಚಿತ್ರಕ್ಕೆ ಪುಷ್ಪಾರ್ಚನೆ ಮಾಡಿ ಗೌರವ ಸಲ್ಲಿಸಿದರು. ಭೂಪಾಲ್ ಪ್ರಹ್ಲಾದ್, ಕಾರ್ಯದರ್ಶಿ ಕಾಲೇಜು ಆಡಳಿತ ಮಂಡಳಿ ಮತ್ತು ಉಪಸ್ಥಿತರಿದ್ದರು. ಇವರು ಧ್ವಜಾರೋಹಣವನ್ನು ನೆರವೇರಿಸಿ ಕನ್ನಡ ನಮ್ಮ ಅಸ್ಮಿತೆ ಮಾತ್ರವಲ್ಲ, ನಮ್ಮ ಸಂಸ್ಕೃತಿ, ಪರಂಪರೆ ಮತ್ತು ಜೀವನದ ಮೌಲ್ಯಗಳ ಸಂಕೇತ. ಕನ್ನಡವನ್ನು ಗೌರವಿಸುವುದು, ಉಳಿಸುವುದು ಮತ್ತು ಮುಂದಿನ ಪೀಳಿಗೆಗೆ ತಲುಪಿಸುವುದು ನಮ್ಮೆಲ್ಲರ ಜವಾಬ್ದಾರಿ.: [8, 1980, 248, 2238]
section-rule: [0, 1152, 1512, 1154]
column-rule: [811, 1156, 812, 1850]
column-rule: [1121, 39, 1123, 1148]
article1-col2-text: ಎಂದರು. ಗ್ಯಾರಂಟಿ ಯೋಜನೆ ಅನುಷ್ಠಾನ ಪ್ರಾಧಿಕಾರದ ರಾಜ್ಯಾಧ್ಯಕ್ಷರಾದ ಹೆಚ್.ಎಂ.ರೇವಣ್ಣ ಮಾತನಾಡಿ, ಈಗಾಗಲೇ ರಾಜ್ಯದಲ್ಲಿ ಹತ್ತು ಜಿಲ್ಲೆಗಳಲ್ಲಿ ಗ್ಯಾರಂಟಿ ಉತ್ಸವ ಕಾರ್ಯಕ್ರಮವನ್ನು ಯಶಸ್ವಿಯಾಗಿ ನಡೆಸಲಾಗಿದೆ. ಎಲ್ಲಾ ಜಿಲ್ಲೆಗಳಲ್ಲಿ ಆಯೋಜಿಸುವ ಮೂಲಕ ಯೋಜನೆಯ ಅನುಷ್ಠಾನದ ಪ್ರಗತಿಯನ್ನು ಜನರ ಮುಂದಿಡುವ ಪ್ರಯತ್ನ ಮಾಡುತ್ತಿದ್ದೇವೆ. ಐದು ಗ್ಯಾರಂಟಿ ಯೋಜನೆಗಳನ್ನು ಸಮರ್ಪಕವಾಗಿ ಜನರಿಗೆ ತಲುಪಿಸುವ ನಿಟ್ಟಿನಲ್ಲಿ ಜಿಲ್ಲಾ ಮಟ್ಟ ಹಾಗೂ ತಾಲೂಕು ಮಟ್ಟದಲ್ಲಿ ಅನುಷ್ಠಾನ ಸಮಿತಿಗಳನ್ನು ರಚಿಸಿ ಕಲ್ಯಾಣದ ಪಥದಲ್ಲಿ ಮುನ್ನಡೆಯುತ್ತಿದ್ದೇವೆ. ಪಂಚ ಗ್ಯಾರಂಟಿ ಯೋಜನೆಗಳ ಅನುಷ್ಠಾನಕ್ಕೆ ಶ್ರಮಿಸಿದ್ದಾರೆ.: [299, 541, 566, 770]
article1-byline: ಹೊಸಪೇಟೆ ಟೈಮ್ಸ್ ನ್ಯೂಸ್: [88, 254, 206, 270]
article6-body: [1272, 1470, 1505, 1676]
article8-col2: [1032, 2212, 1505, 2358]
